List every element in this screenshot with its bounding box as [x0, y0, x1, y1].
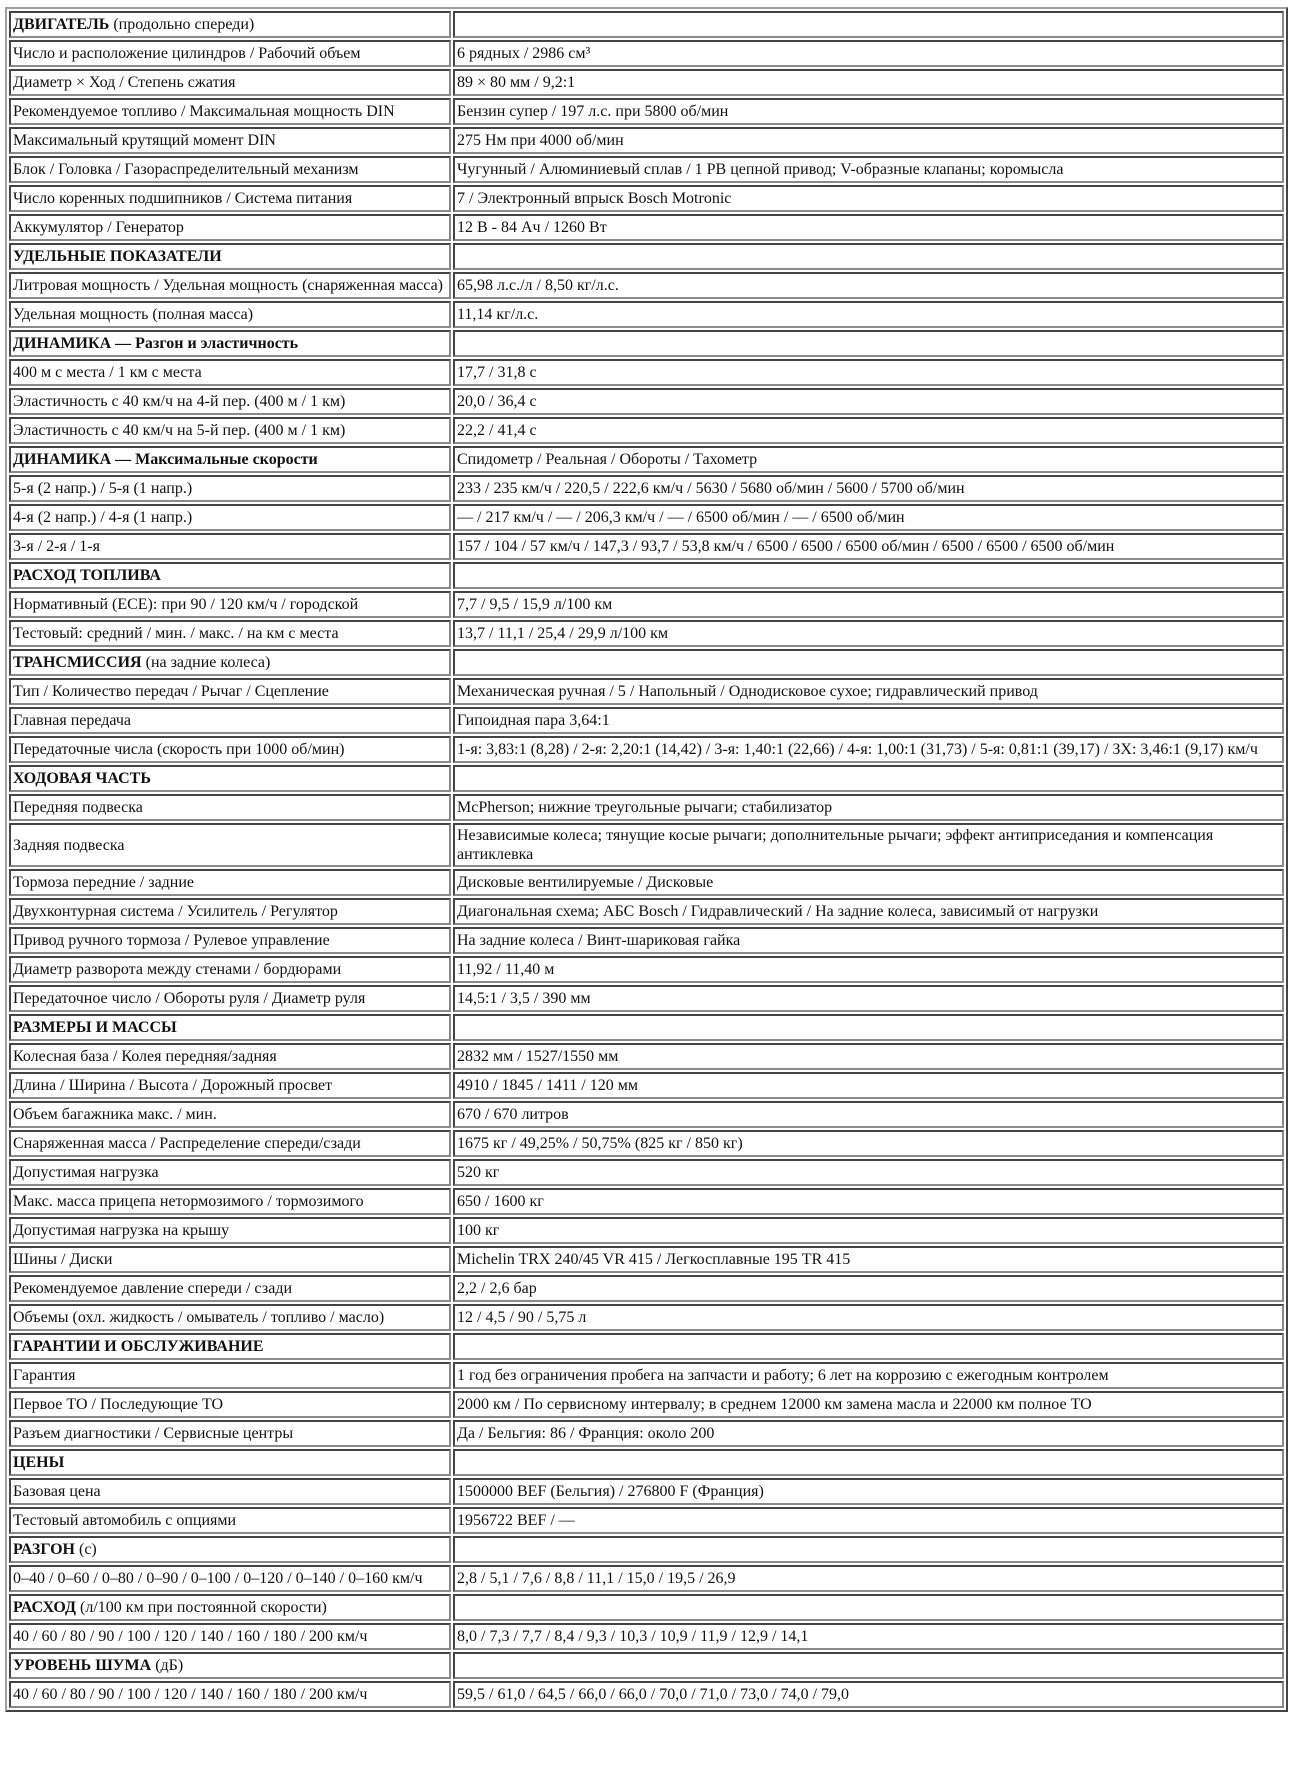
spec-label: Передаточное число / Обороты руля / Диаметр руля [9, 985, 451, 1012]
spec-value: Да / Бельгия: 86 / Франция: около 200 [453, 1420, 1284, 1447]
spec-value: 20,0 / 36,4 с [453, 388, 1284, 415]
spec-label: 40 / 60 / 80 / 90 / 100 / 120 / 140 / 160 / 180 / 200 км/ч [9, 1623, 451, 1650]
spec-row [9, 1623, 1284, 1650]
spec-row [9, 1507, 1284, 1534]
spec-row [9, 475, 1284, 502]
spec-label: Первое ТО / Последующие ТО [9, 1391, 451, 1418]
spec-value: 14,5:1 / 3,5 / 390 мм [453, 985, 1284, 1012]
spec-value: 17,7 / 31,8 с [453, 359, 1284, 386]
spec-row [9, 1362, 1284, 1389]
spec-row [9, 1130, 1284, 1157]
spec-label: Эластичность с 40 км/ч на 5-й пер. (400 м / 1 км) [9, 417, 451, 444]
section-header-cell [9, 1652, 451, 1679]
section-value-cell [453, 1594, 1284, 1621]
spec-label: Передаточные числа (скорость при 1000 об/мин) [9, 736, 451, 763]
spec-row [9, 1304, 1284, 1331]
section-header-cell [9, 1014, 451, 1041]
spec-table-body [9, 11, 1284, 1708]
spec-value: На задние колеса / Винт-шариковая гайка [453, 927, 1284, 954]
spec-label: Объем багажника макс. / мин. [9, 1101, 451, 1128]
spec-label: Привод ручного тормоза / Рулевое управление [9, 927, 451, 954]
section-value-cell [453, 330, 1284, 357]
spec-value: 4910 / 1845 / 1411 / 120 мм [453, 1072, 1284, 1099]
section-value-cell [453, 1536, 1284, 1563]
spec-row [9, 388, 1284, 415]
section-header-row [9, 1652, 1284, 1679]
spec-value: 59,5 / 61,0 / 64,5 / 66,0 / 66,0 / 70,0 / 71,0 / 73,0 / 74,0 / 79,0 [453, 1681, 1284, 1708]
section-title: ТРАНСМИССИЯ [13, 654, 142, 671]
spec-label: 4-я (2 напр.) / 4-я (1 напр.) [9, 504, 451, 531]
section-header-row [9, 1014, 1284, 1041]
spec-label: Двухконтурная система / Усилитель / Регулятор [9, 898, 451, 925]
section-header-cell [9, 1536, 451, 1563]
spec-row [9, 214, 1284, 241]
spec-label: Длина / Ширина / Высота / Дорожный просвет [9, 1072, 451, 1099]
section-title: УРОВЕНЬ ШУМА [13, 1657, 152, 1674]
spec-value: 2,8 / 5,1 / 7,6 / 8,8 / 11,1 / 15,0 / 19,5 / 26,9 [453, 1565, 1284, 1592]
spec-label: Гарантия [9, 1362, 451, 1389]
section-value-cell [453, 243, 1284, 270]
section-value-cell [453, 649, 1284, 676]
spec-label: Аккумулятор / Генератор [9, 214, 451, 241]
spec-value: Michelin TRX 240/45 VR 415 / Легкосплавные 195 TR 415 [453, 1246, 1284, 1273]
section-header-cell [9, 1333, 451, 1360]
spec-value: 2832 мм / 1527/1550 мм [453, 1043, 1284, 1070]
section-value-cell [453, 11, 1284, 38]
section-header-row [9, 1449, 1284, 1476]
spec-label: Литровая мощность / Удельная мощность (снаряженная масса) [9, 272, 451, 299]
spec-value: 22,2 / 41,4 с [453, 417, 1284, 444]
spec-row [9, 1188, 1284, 1215]
section-header-row [9, 243, 1284, 270]
section-header-cell [9, 765, 451, 792]
spec-value: 275 Нм при 4000 об/мин [453, 127, 1284, 154]
section-title: РАСХОД [13, 1599, 77, 1616]
spec-row [9, 707, 1284, 734]
section-subtitle: (с) [75, 1541, 97, 1558]
spec-label: 0–40 / 0–60 / 0–80 / 0–90 / 0–100 / 0–120 / 0–140 / 0–160 км/ч [9, 1565, 451, 1592]
spec-row [9, 127, 1284, 154]
section-header-cell [9, 562, 451, 589]
spec-value: Бензин супер / 197 л.с. при 5800 об/мин [453, 98, 1284, 125]
section-header-row [9, 330, 1284, 357]
spec-row [9, 1275, 1284, 1302]
spec-row [9, 98, 1284, 125]
spec-row [9, 736, 1284, 763]
spec-value: 6 рядных / 2986 см³ [453, 40, 1284, 67]
spec-row [9, 69, 1284, 96]
spec-label: Тестовый: средний / мин. / макс. / на км с места [9, 620, 451, 647]
section-title: ДВИГАТЕЛЬ [13, 16, 110, 33]
spec-label: Макс. масса прицепа нетормозимого / тормозимого [9, 1188, 451, 1215]
spec-row [9, 533, 1284, 560]
spec-value: 7,7 / 9,5 / 15,9 л/100 км [453, 591, 1284, 618]
spec-value: 7 / Электронный впрыск Bosch Motronic [453, 185, 1284, 212]
spec-label: Максимальный крутящий момент DIN [9, 127, 451, 154]
spec-value: 1956722 BEF / — [453, 1507, 1284, 1534]
section-value-cell: Спидометр / Реальная / Обороты / Тахометр [453, 446, 1284, 473]
section-header-row [9, 1594, 1284, 1621]
section-header-row [9, 649, 1284, 676]
section-header-cell [9, 1449, 451, 1476]
spec-value: Гипоидная пара 3,64:1 [453, 707, 1284, 734]
spec-row [9, 869, 1284, 896]
spec-value: 1 год без ограничения пробега на запчасти и работу; 6 лет на коррозию с ежегодным контролем [453, 1362, 1284, 1389]
section-header-cell [9, 330, 451, 357]
spec-label: Диаметр разворота между стенами / бордюрами [9, 956, 451, 983]
spec-value: 650 / 1600 кг [453, 1188, 1284, 1215]
spec-value: 12 / 4,5 / 90 / 5,75 л [453, 1304, 1284, 1331]
spec-row [9, 823, 1284, 867]
spec-value: 13,7 / 11,1 / 25,4 / 29,9 л/100 км [453, 620, 1284, 647]
spec-row [9, 272, 1284, 299]
spec-row [9, 1391, 1284, 1418]
spec-label: Тестовый автомобиль с опциями [9, 1507, 451, 1534]
spec-row [9, 1159, 1284, 1186]
spec-row [9, 301, 1284, 328]
section-subtitle: (на задние колеса) [141, 654, 271, 671]
spec-row [9, 794, 1284, 821]
spec-row [9, 898, 1284, 925]
spec-label: Тормоза передние / задние [9, 869, 451, 896]
section-subtitle: (дБ) [151, 1657, 184, 1674]
spec-row [9, 1043, 1284, 1070]
section-header-row [9, 446, 1284, 473]
section-header-row [9, 562, 1284, 589]
section-title: РАСХОД ТОПЛИВА [13, 567, 161, 584]
spec-label: 400 м с места / 1 км с места [9, 359, 451, 386]
section-title: УДЕЛЬНЫЕ ПОКАЗАТЕЛИ [13, 248, 222, 265]
spec-row [9, 417, 1284, 444]
spec-label: Число коренных подшипников / Система питания [9, 185, 451, 212]
section-title: РАЗГОН [13, 1541, 75, 1558]
spec-value: Независимые колеса; тянущие косые рычаги; дополнительные рычаги; эффект антиприседания и компенсация антиклевка [453, 823, 1284, 867]
section-value-cell [453, 1449, 1284, 1476]
section-value-cell [453, 1652, 1284, 1679]
spec-row [9, 1217, 1284, 1244]
spec-label: Тип / Количество передач / Рычаг / Сцепление [9, 678, 451, 705]
spec-label: Удельная мощность (полная масса) [9, 301, 451, 328]
spec-label: Колесная база / Колея передняя/задняя [9, 1043, 451, 1070]
spec-row [9, 1420, 1284, 1447]
spec-row [9, 620, 1284, 647]
spec-value: — / 217 км/ч / — / 206,3 км/ч / — / 6500 об/мин / — / 6500 об/мин [453, 504, 1284, 531]
spec-row [9, 1246, 1284, 1273]
spec-value: 520 кг [453, 1159, 1284, 1186]
section-value-cell [453, 562, 1284, 589]
spec-row [9, 504, 1284, 531]
spec-label: Объемы (охл. жидкость / омыватель / топливо / масло) [9, 1304, 451, 1331]
spec-value: Дисковые вентилируемые / Дисковые [453, 869, 1284, 896]
spec-row [9, 956, 1284, 983]
section-subtitle: (л/100 км при постоянной скорости) [76, 1599, 327, 1616]
spec-row [9, 1681, 1284, 1708]
spec-label: Разъем диагностики / Сервисные центры [9, 1420, 451, 1447]
section-header-cell [9, 243, 451, 270]
spec-label: Рекомендуемое топливо / Максимальная мощность DIN [9, 98, 451, 125]
spec-label: Задняя подвеска [9, 823, 451, 867]
spec-row [9, 156, 1284, 183]
section-header-cell [9, 1594, 451, 1621]
spec-value: 100 кг [453, 1217, 1284, 1244]
spec-label: Число и расположение цилиндров / Рабочий объем [9, 40, 451, 67]
spec-value: Механическая ручная / 5 / Напольный / Однодисковое сухое; гидравлический привод [453, 678, 1284, 705]
spec-label: Передняя подвеска [9, 794, 451, 821]
spec-value: Диагональная схема; АБС Bosch / Гидравлический / На задние колеса, зависимый от нагрузки [453, 898, 1284, 925]
section-subtitle: (продольно спереди) [109, 16, 255, 33]
spec-label: 40 / 60 / 80 / 90 / 100 / 120 / 140 / 160 / 180 / 200 км/ч [9, 1681, 451, 1708]
spec-table [5, 7, 1288, 1712]
spec-value: 233 / 235 км/ч / 220,5 / 222,6 км/ч / 5630 / 5680 об/мин / 5600 / 5700 об/мин [453, 475, 1284, 502]
section-header-cell [9, 11, 451, 38]
spec-row [9, 1072, 1284, 1099]
spec-row [9, 985, 1284, 1012]
section-header-row [9, 1333, 1284, 1360]
spec-row [9, 927, 1284, 954]
section-value-cell [453, 1014, 1284, 1041]
section-header-cell [9, 649, 451, 676]
spec-value: McPherson; нижние треугольные рычаги; стабилизатор [453, 794, 1284, 821]
spec-label: Нормативный (ECE): при 90 / 120 км/ч / городской [9, 591, 451, 618]
spec-label: Главная передача [9, 707, 451, 734]
spec-label: 3-я / 2-я / 1-я [9, 533, 451, 560]
spec-value: 1500000 BEF (Бельгия) / 276800 F (Франция) [453, 1478, 1284, 1505]
spec-row [9, 359, 1284, 386]
spec-row [9, 591, 1284, 618]
spec-value: 1675 кг / 49,25% / 50,75% (825 кг / 850 кг) [453, 1130, 1284, 1157]
section-title: РАЗМЕРЫ И МАССЫ [13, 1019, 177, 1036]
spec-label: 5-я (2 напр.) / 5-я (1 напр.) [9, 475, 451, 502]
spec-value: 2000 км / По сервисному интервалу; в среднем 12000 км замена масла и 22000 км полное ТО [453, 1391, 1284, 1418]
spec-label: Диаметр × Ход / Степень сжатия [9, 69, 451, 96]
spec-value: 670 / 670 литров [453, 1101, 1284, 1128]
spec-value: 65,98 л.с./л / 8,50 кг/л.с. [453, 272, 1284, 299]
spec-label: Шины / Диски [9, 1246, 451, 1273]
section-title: ДИНАМИКА — Разгон и эластичность [13, 335, 299, 352]
spec-label: Допустимая нагрузка на крышу [9, 1217, 451, 1244]
section-title: ГАРАНТИИ И ОБСЛУЖИВАНИЕ [13, 1338, 264, 1355]
spec-value: 11,14 кг/л.с. [453, 301, 1284, 328]
spec-row [9, 678, 1284, 705]
section-title: ЦЕНЫ [13, 1454, 65, 1471]
spec-label: Базовая цена [9, 1478, 451, 1505]
spec-value: 12 В - 84 Ач / 1260 Вт [453, 214, 1284, 241]
section-value-cell [453, 1333, 1284, 1360]
spec-row [9, 1478, 1284, 1505]
spec-label: Допустимая нагрузка [9, 1159, 451, 1186]
section-value-cell [453, 765, 1284, 792]
section-title: ХОДОВАЯ ЧАСТЬ [13, 770, 151, 787]
spec-value: Чугунный / Алюминиевый сплав / 1 РВ цепной привод; V-образные клапаны; коромысла [453, 156, 1284, 183]
section-title: ДИНАМИКА — Максимальные скорости [13, 451, 318, 468]
spec-label: Рекомендуемое давление спереди / сзади [9, 1275, 451, 1302]
spec-row [9, 1565, 1284, 1592]
spec-value: 11,92 / 11,40 м [453, 956, 1284, 983]
spec-row [9, 40, 1284, 67]
spec-label: Снаряженная масса / Распределение спереди/сзади [9, 1130, 451, 1157]
spec-label: Эластичность с 40 км/ч на 4-й пер. (400 м / 1 км) [9, 388, 451, 415]
section-header-row [9, 765, 1284, 792]
spec-value: 1-я: 3,83:1 (8,28) / 2-я: 2,20:1 (14,42) / 3-я: 1,40:1 (22,66) / 4-я: 1,00:1 (31,73) / 5-я: 0,81:1 (39,17) / ЗХ: 3,46:1 (9,17) км/ч [453, 736, 1284, 763]
spec-value: 157 / 104 / 57 км/ч / 147,3 / 93,7 / 53,8 км/ч / 6500 / 6500 / 6500 об/мин / 6500 / 6500 / 6500 об/мин [453, 533, 1284, 560]
section-header-cell [9, 446, 451, 473]
spec-value: 8,0 / 7,3 / 7,7 / 8,4 / 9,3 / 10,3 / 10,9 / 11,9 / 12,9 / 14,1 [453, 1623, 1284, 1650]
spec-row [9, 185, 1284, 212]
spec-value: 2,2 / 2,6 бар [453, 1275, 1284, 1302]
section-header-row [9, 11, 1284, 38]
spec-label: Блок / Головка / Газораспределительный механизм [9, 156, 451, 183]
spec-row [9, 1101, 1284, 1128]
spec-value: 89 × 80 мм / 9,2:1 [453, 69, 1284, 96]
section-header-row [9, 1536, 1284, 1563]
